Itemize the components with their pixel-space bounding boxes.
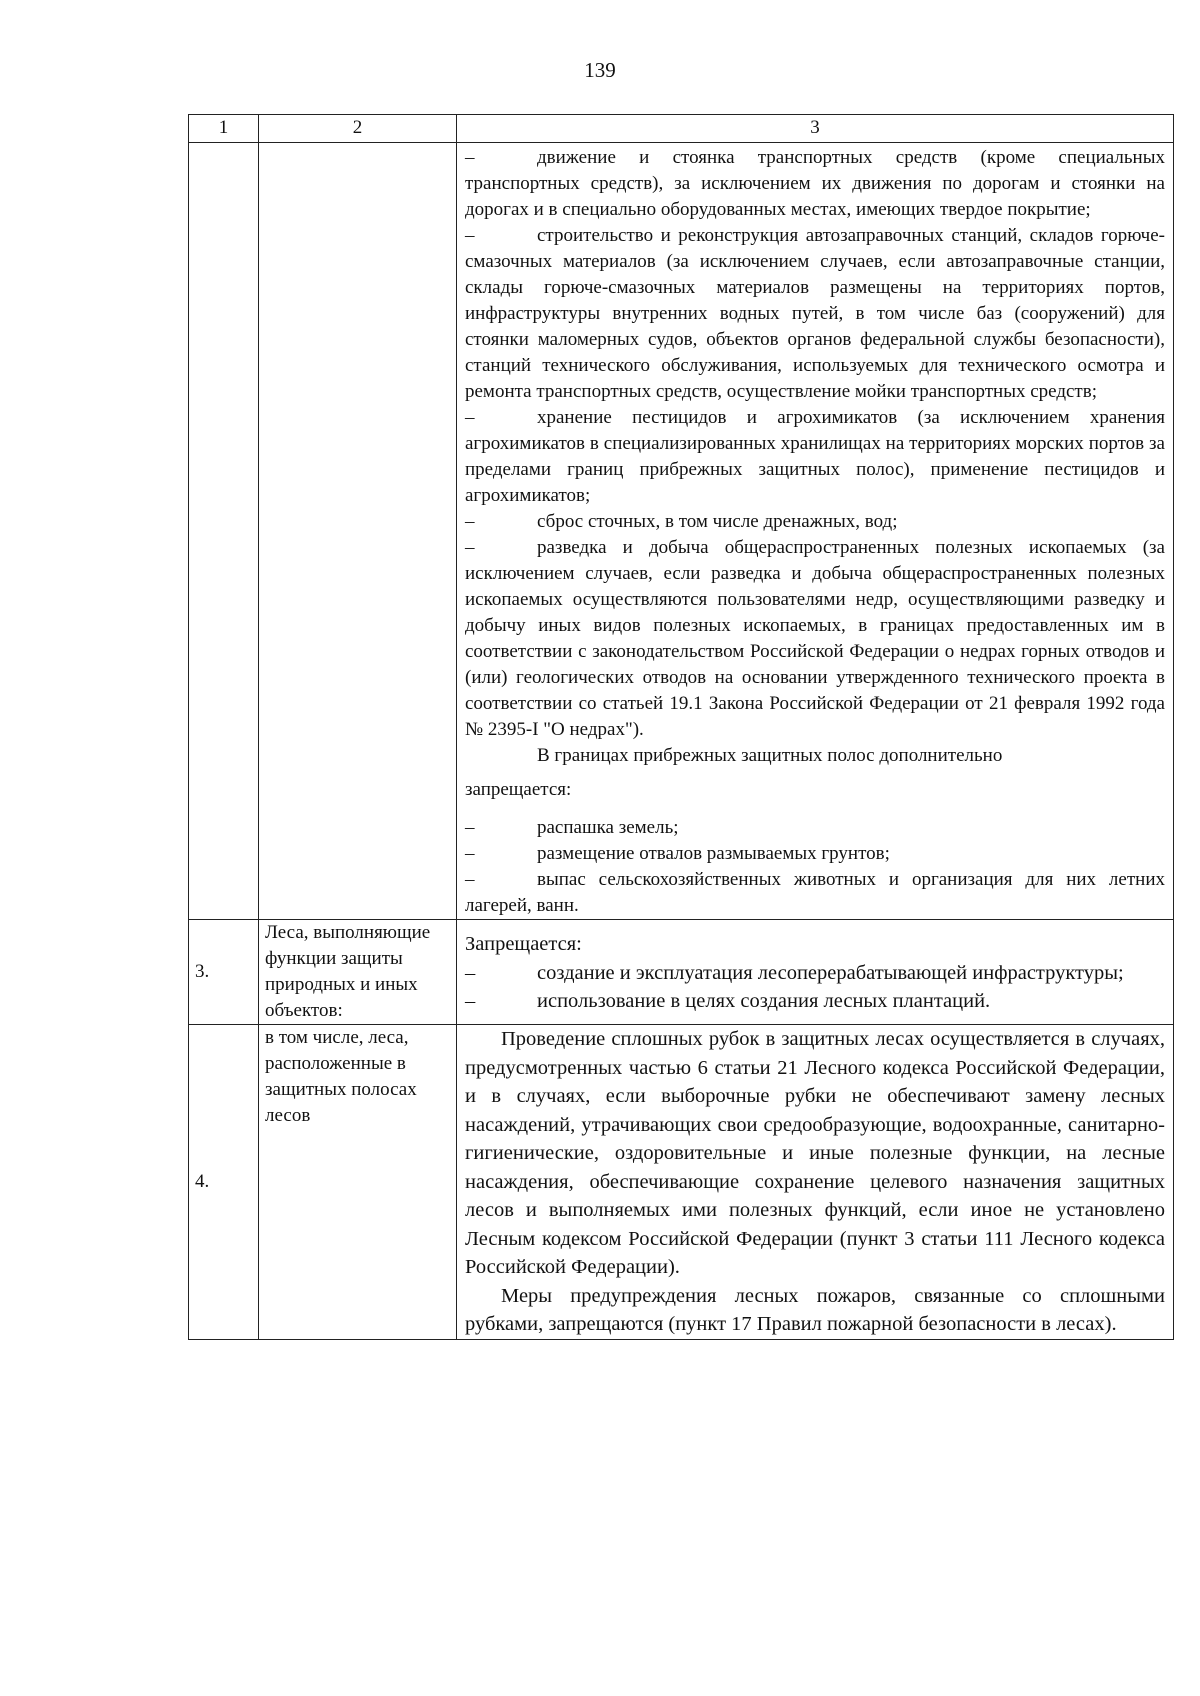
row-name-cell: Леса, выполняющие функции защиты природных и иных объектов:: [259, 920, 457, 1025]
list-item: – движение и стоянка транспортных средств (кроме специальных транспортных средств), за исключением их движения по дорогам и стоянки на дорогах и в специально оборудованных местах, имеющих твердое покрытие;: [465, 147, 1165, 220]
additional-restrictions-intro-cont: запрещается:: [465, 779, 572, 800]
row-name-cell: [259, 143, 457, 920]
row-content-cell: [457, 920, 1174, 1025]
row-name-cell: в том числе, леса, расположенные в защитных полосах лесов: [259, 1025, 457, 1340]
header-cell-3: 3: [457, 115, 1174, 143]
page-number: 139: [584, 58, 616, 82]
dash-marker: –: [465, 225, 475, 246]
row-number-cell: [189, 143, 259, 920]
row-number-cell: 3.: [189, 920, 259, 1025]
dash-marker: –: [465, 147, 475, 168]
list-item: – строительство и реконструкция автозаправочных станций, складов горюче-смазочных материалов (за исключением случаев, если автозаправочные станции, склады горюче-смазочных материалов размещены на территориях портов, инфраструктуры внутренних водных путей, в том числе баз (сооружений) для стоянки маломерных судов, объектов органов федеральной службы безопасности), станций технического обслуживания, используемых для технического осмотра и ремонта транспортных средств, осуществление мойки транспортных средств;: [465, 225, 1165, 402]
list-item: – хранение пестицидов и агрохимикатов (за исключением хранения агрохимикатов в специализированных хранилищах на территориях морских портов за пределами границ прибрежных защитных полос), применение пестицидов и агрохимикатов;: [465, 407, 1165, 506]
list-item: – создание и эксплуатация лесоперерабатывающей инфраструктуры;: [465, 959, 1165, 988]
dash-marker: –: [465, 511, 475, 532]
dash-marker: –: [465, 869, 475, 890]
additional-restrictions-intro: В границах прибрежных защитных полос дополнительно: [537, 745, 1003, 766]
list-item: – выпас сельскохозяйственных животных и организация для них летних лагерей, ванн.: [465, 869, 1165, 916]
dash-marker: –: [465, 407, 475, 428]
dash-marker: –: [465, 843, 475, 864]
table-row: [189, 1025, 1174, 1340]
list-item: – размещение отвалов размываемых грунтов;: [465, 841, 1165, 867]
row-content-cell: [457, 143, 1174, 920]
list-item: – использование в целях создания лесных плантаций.: [465, 987, 1165, 1016]
paragraph: Меры предупреждения лесных пожаров, связанные со сплошными рубками, запрещаются (пункт 17 Правил пожарной безопасности в лесах).: [465, 1284, 1165, 1335]
row-content-cell: [457, 1025, 1174, 1340]
header-cell-1: 1: [189, 115, 259, 143]
header-cell-2: 2: [259, 115, 457, 143]
dash-marker: –: [465, 817, 475, 838]
dash-marker: –: [465, 537, 475, 558]
table-row: [189, 920, 1174, 1025]
list-item: – разведка и добыча общераспространенных полезных ископаемых (за исключением случаев, если разведка и добыча общераспространенных полезных ископаемых осуществляются пользователями недр, осуществляющими разведку и добычу иных видов полезных ископаемых, в границах предоставленных им в соответствии с законодательством Российской Федерации о недрах горных отводов и (или) геологических отводов на основании утвержденного технического проекта в соответствии со статьей 19.1 Закона Российской Федерации от 21 февраля 1992 года № 2395-I "О недрах").: [465, 537, 1165, 740]
restrictions-table: [188, 114, 1174, 1340]
list-item: – распашка земель;: [465, 815, 1165, 841]
table-row: [189, 143, 1174, 920]
dash-marker: –: [465, 961, 476, 984]
paragraph: Проведение сплошных рубок в защитных лесах осуществляется в случаях, предусмотренных частью 6 статьи 21 Лесного кодекса Российской Федерации, и в случаях, если выборочные рубки не обеспечивают замену лесных насаждений, утрачивающих свои средообразующие, водоохранные, санитарно-гигиенические, оздоровительные и иные полезные функции, на лесные насаждения, обеспечивающие сохранение целевого назначения защитных лесов и выполняемых ими полезных функций, если иное не установлено Лесным кодексом Российской Федерации (пункт 3 статьи 111 Лесного кодекса Российской Федерации).: [465, 1028, 1165, 1278]
list-item: – сброс сточных, в том числе дренажных, вод;: [465, 509, 1165, 535]
dash-marker: –: [465, 990, 476, 1012]
table-header-row: [189, 115, 1174, 143]
row-number-cell: 4.: [189, 1025, 259, 1340]
prohibition-intro: Запрещается:: [465, 933, 582, 955]
